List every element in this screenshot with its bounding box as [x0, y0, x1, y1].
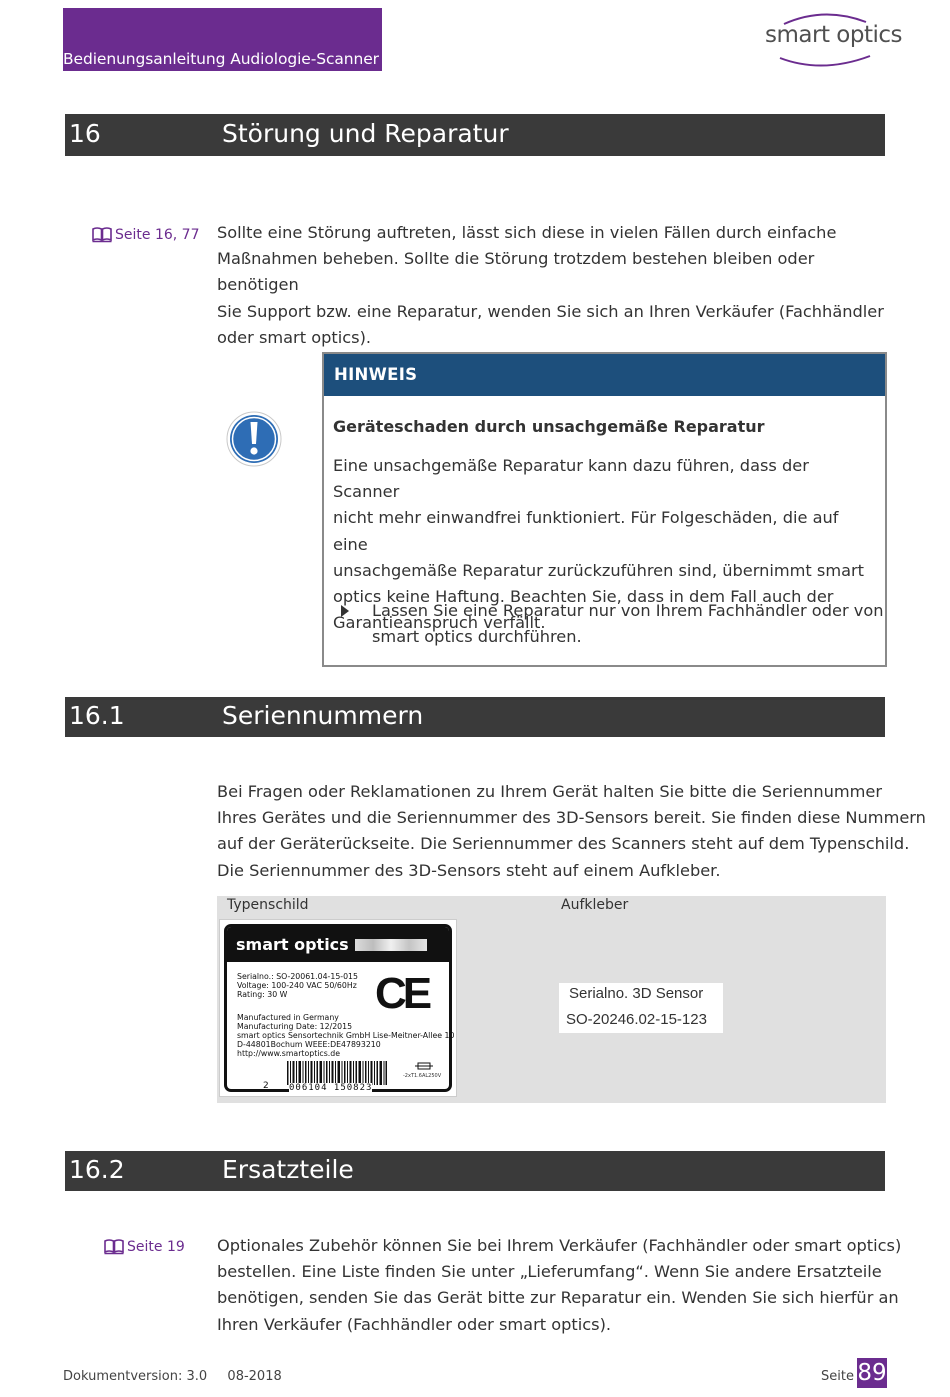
text-line: Lassen Sie eine Reparatur nur von Ihrem Fachhändler oder von [372, 601, 884, 620]
section-heading-16-2 [65, 1151, 885, 1191]
plate-number: 2 [263, 1081, 269, 1091]
intro-paragraph [217, 220, 887, 351]
text-line: Optionales Zubehör können Sie bei Ihrem Verkäufer (Fachhändler oder smart optics) [217, 1236, 902, 1255]
plate-text-line: Manufactured in Germany [237, 1013, 339, 1022]
section-number: 16.1 [69, 701, 125, 730]
ce-mark: CE [375, 969, 429, 1018]
text-line: auf der Geräterückseite. Die Seriennummer des Scanners steht auf dem Typenschild. [217, 834, 910, 854]
fuse-rating: -2xT1.6AL250V [403, 1073, 442, 1079]
text-line: nicht mehr einwandfrei funktioniert. Für Folgeschäden, die auf eine [333, 508, 839, 554]
document-title: Bedienungsanleitung Audiologie-Scanner [63, 50, 379, 68]
smart-optics-logo [762, 8, 902, 70]
reference-text: Seite 19 [127, 1239, 185, 1255]
document-version: Dokumentversion: 3.0 [63, 1369, 208, 1384]
type-plate-image [219, 919, 457, 1097]
text-line: Sie Support bzw. eine Reparatur, wenden Sie sich an Ihren Verkäufer (Fachhändler [217, 301, 884, 321]
serial-sticker [559, 983, 723, 1033]
sticker-line-1: Serialno. 3D Sensor [569, 985, 704, 1002]
section-title: Seriennummern [222, 701, 424, 730]
type-plate [224, 924, 455, 1093]
exclamation-circle-icon [226, 411, 282, 467]
page-label: Seite [821, 1369, 854, 1384]
page-number-box [857, 1358, 887, 1388]
plate-brand: smart optics [236, 935, 349, 954]
section-title: Ersatzteile [222, 1155, 354, 1184]
text-line: Maßnahmen beheben. Sollte die Störung trotzdem bestehen bleiben oder benötigen [217, 249, 815, 295]
notice-box [322, 352, 887, 667]
text-line: oder smart optics). [217, 327, 372, 347]
reference-text: Seite 16, 77 [115, 227, 200, 243]
plate-text-line: http://www.smartoptics.de [237, 1049, 340, 1058]
serial-figure-panel [217, 896, 886, 1103]
figure-label-typenschild: Typenschild [227, 897, 309, 913]
book-icon [92, 227, 112, 243]
barcode-icon [287, 1061, 387, 1085]
notice-heading: HINWEIS [334, 365, 418, 384]
text-line: benötigen, senden Sie das Gerät bitte zur Reparatur ein. Wenden Sie sich hierfür an [217, 1288, 899, 1308]
text-line: Eine unsachgemäße Reparatur kann dazu führen, dass der Scanner [333, 456, 809, 502]
text-line: smart optics durchführen. [372, 627, 582, 647]
page-reference-link[interactable] [92, 227, 199, 243]
section-heading-16-1 [65, 697, 885, 737]
logo-text: smart optics [765, 22, 902, 48]
plate-text-line: smart optics Sensortechnik GmbH Lise-Meitner-Allee 10 [237, 1031, 455, 1040]
notice-subtitle: Geräteschaden durch unsachgemäße Reparatur [333, 417, 765, 436]
section-heading-16 [65, 114, 885, 156]
plate-text-line: D-44801Bochum WEEE:DE47893210 [237, 1040, 381, 1049]
section-number: 16 [69, 119, 101, 148]
text-line: unsachgemäße Reparatur zurückzuführen sind, übernimmt smart [333, 560, 865, 580]
figure-label-aufkleber: Aufkleber [561, 897, 629, 913]
document-date: 08-2018 [227, 1369, 282, 1384]
text-line: Bei Fragen oder Reklamationen zu Ihrem Gerät halten Sie bitte die Seriennummer [217, 782, 882, 801]
page-number: 89 [857, 1360, 887, 1386]
serial-paragraph [217, 779, 926, 884]
plate-text-line: Rating: 30 W [237, 990, 288, 999]
text-line: bestellen. Eine Liste finden Sie unter „Lieferumfang“. Wenn Sie andere Ersatzteile [217, 1262, 882, 1282]
triangle-bullet-icon [340, 604, 350, 618]
plate-text-line: Manufacturing Date: 12/2015 [237, 1022, 353, 1031]
page-reference-link[interactable] [104, 1239, 185, 1255]
fuse-icon [415, 1062, 433, 1070]
text-line: Ihren Verkäufer (Fachhändler oder smart optics). [217, 1314, 612, 1334]
text-line: Ihres Gerätes und die Seriennummer des 3D-Sensors bereit. Sie finden diese Nummern [217, 808, 926, 828]
section-title: Störung und Reparatur [222, 119, 509, 148]
text-line: Die Seriennummer des 3D-Sensors steht auf einem Aufkleber. [217, 860, 721, 880]
plate-scratch-area [355, 939, 427, 951]
plate-text-line: Serialno.: SO-20061.04-15-015 [237, 972, 358, 981]
barcode-digits: 006104 150823 [289, 1083, 373, 1093]
spare-parts-paragraph [217, 1233, 902, 1338]
notice-header [324, 354, 885, 396]
text-line: Garantieanspruch verfällt. [333, 613, 546, 633]
sticker-line-2: SO-20246.02-15-123 [566, 1011, 707, 1028]
section-number: 16.2 [69, 1155, 125, 1184]
footer-document-info [63, 1369, 282, 1384]
plate-text-line: Voltage: 100-240 VAC 50/60Hz [237, 981, 357, 990]
book-icon [104, 1239, 124, 1255]
text-line: Sollte eine Störung auftreten, lässt sich diese in vielen Fällen durch einfache [217, 223, 837, 242]
text-line: optics keine Haftung. Beachten Sie, dass in dem Fall auch der [333, 587, 834, 607]
bullet-text [372, 598, 884, 650]
